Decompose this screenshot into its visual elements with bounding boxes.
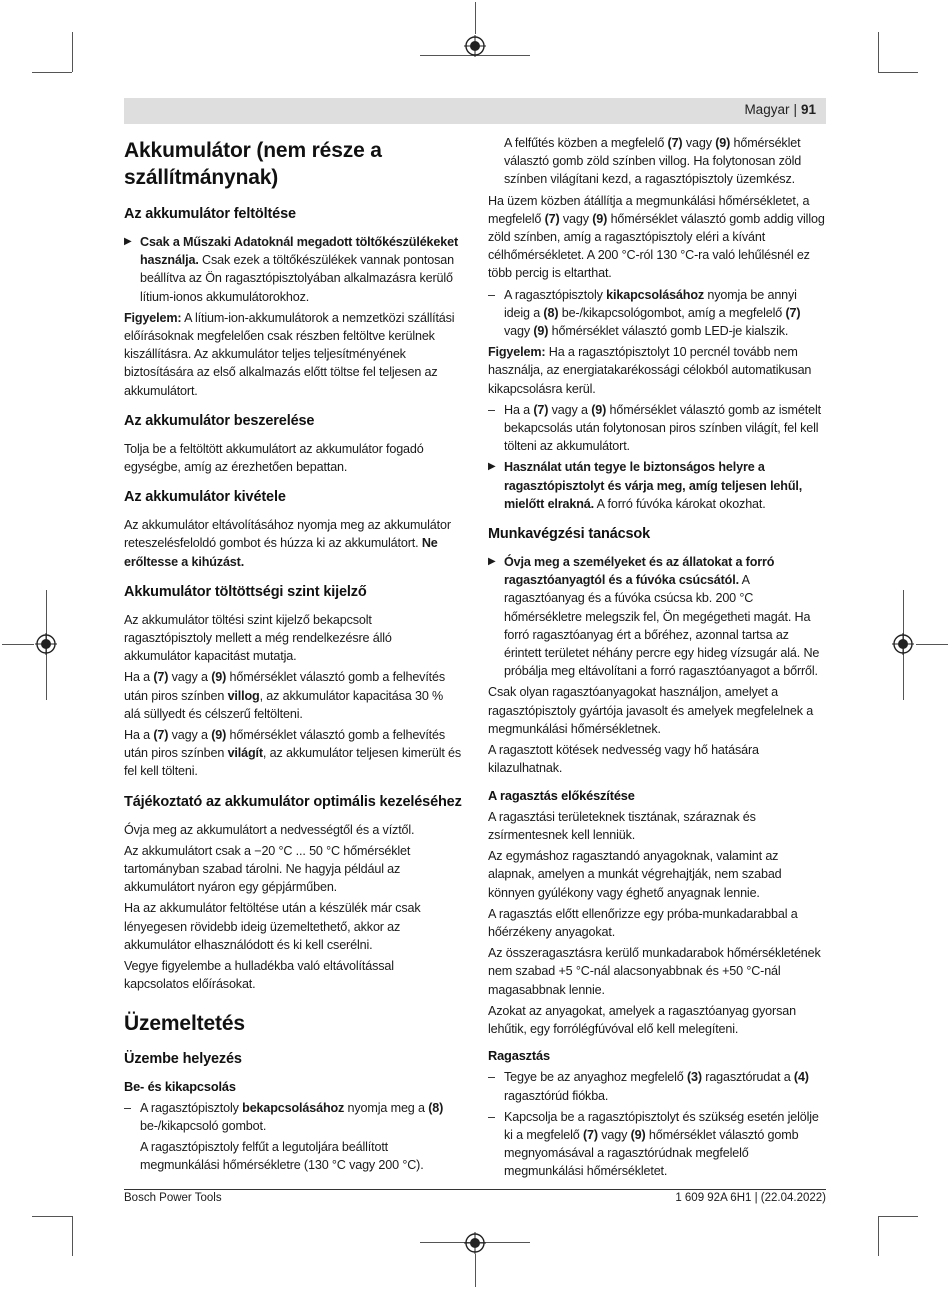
crop-mark (916, 644, 948, 645)
crop-mark (878, 32, 879, 72)
bullet-arrow-icon: ▶ (488, 461, 496, 473)
bullet-item: ▶ Csak a Műszaki Adatoknál megadott töltőkészülékeket használja. Csak ezek a töltőkészülékek vannak pontosan beállítva az Ön ragasztópisztolyában alkalmazásra kerülő lítium-ionos akkumulátorokhoz. (124, 235, 459, 304)
paragraph: Az akkumulátort csak a −20 °C ... 50 °C hőmérséklet tartományban szabad tárolni. Ne hagyja például az akkumulátort nyáron egy gépjárműben. (124, 843, 411, 895)
section-title-battery: Akkumulátor (nem része a szállítmánynak) (124, 139, 382, 189)
bullet-item: ▶ Óvja meg a személyeket és az állatokat a forró ragasztóanyagtól és a fúvóka csúcsától. A ragasztóanyag és a fúvóka csúcsa kb. 200 °C hőmérsékletre melegszik fel, Ön megégetheti magát. Ha forró ragasztóanyag ért a bőréhez, azonnal tartsa az érintett területet néhány percre egy hideg vízsugár alá. Ne próbálja meg eltávolítani a forró ragasztóanyagot a bőrről. (488, 555, 820, 679)
crop-mark (475, 2, 476, 34)
crop-mark (2, 644, 34, 645)
dash-item: – Ha a (7) vagy a (9) hőmérséklet választó gomb az ismételt bekapcsolás után folytonosan piros színben világít, fel kell tölteni az akkumulátort. (488, 402, 821, 454)
registration-mark-icon (35, 633, 57, 655)
dash-marker: – (488, 1070, 495, 1085)
paragraph: Vegye figyelembe a hulladékba való eltávolítással kapcsolatos előírásokat. (124, 959, 394, 992)
paragraph: Az egymáshoz ragasztandó anyagoknak, valamint az alapnak, amelyen a munkát végrehajtják, nem szabad könnyen gyúlékony vagy éghető anyagnak lennie. (488, 849, 782, 900)
paragraph: A ragasztási területeknek tisztának, száraznak és zsírmentesnek kell lenniük. (488, 809, 756, 842)
paragraph: Tolja be a feltöltött akkumulátort az akkumulátor fogadó egységbe, amíg az érezhetően bepattan. (124, 441, 424, 475)
paragraph: Ha a (7) vagy a (9) hőmérséklet választó gomb a felhevítés után piros színben világít, az akkumulátor teljesen kimerült és fel kell tölteni. (124, 728, 462, 779)
crop-mark (72, 1216, 73, 1256)
paragraph: Figyelem: Ha a ragasztópisztolyt 10 percnél tovább nem használja, az energiatakarékossági célokból automatikusan kikapcsolásra kerül. (488, 345, 812, 396)
section-title-operation: Üzemeltetés (124, 1011, 245, 1035)
footer-divider (124, 1189, 826, 1190)
subheading-on-off: Be- és kikapcsolás (124, 1078, 236, 1094)
heading-remove: Az akkumulátor kivétele (124, 489, 286, 506)
heading-insert: Az akkumulátor beszerelése (124, 412, 315, 429)
paragraph: Az összeragasztásra kerülő munkadarabok hőmérsékletének nem szabad +5 °C-nál alacsonyabbnak és +50 °C-nál magasabbnak lennie. (488, 946, 821, 997)
footer-brand: Bosch Power Tools (124, 1192, 222, 1204)
dash-item: – A ragasztópisztoly kikapcsolásához nyomja be annyi ideig a (8) be-/kikapcsológombot, amíg a megfelelő (7) vagy (9) hőmérséklet választó gomb LED-je kialszik. (488, 287, 801, 339)
heading-startup: Üzembe helyezés (124, 1050, 242, 1067)
right-column (488, 134, 826, 1184)
paragraph: Azokat az anyagokat, amelyek a ragasztóanyag gyorsan lehűtik, egy forrólégfúvóval elő kell melegíteni. (488, 1003, 796, 1036)
heading-charge-indicator: Akkumulátor töltöttségi szint kijelző (124, 583, 367, 600)
header-text: Magyar | 91 (744, 102, 816, 117)
paragraph: Ha üzem közben átállítja a megmunkálási hőmérsékletet, a megfelelő (7) vagy (9) hőmérséklet választó gomb addig villog zöld színben, amíg a ragasztópisztoly eléri a kívánt célhőmérsékletet. A 200 °C-ról 130 °C-ra való lehűlésnél ez több percig is eltarthat. (488, 193, 825, 281)
registration-mark-icon (464, 1232, 486, 1254)
paragraph: Csak olyan ragasztóanyagokat használjon, amelyet a ragasztópisztoly gyártója javasolt és amelyek megfelelnek a megmunkálási hőmérsékletnek. (488, 685, 814, 736)
registration-mark-icon (464, 35, 486, 57)
dash-marker: – (488, 287, 495, 302)
crop-mark (475, 1254, 476, 1287)
crop-mark (878, 1216, 918, 1217)
subheading-gluing: Ragasztás (488, 1048, 550, 1064)
paragraph: Ha a (7) vagy a (9) hőmérséklet választó gomb a felhevítés után piros színben villog, az akkumulátor kapacitása 30 % alá süllyedt és célszerű feltölteni. (124, 670, 446, 721)
crop-mark (878, 1216, 879, 1256)
subheading-gluing-prep: A ragasztás előkészítése (488, 787, 635, 803)
dash-item: – Kapcsolja be a ragasztópisztolyt és szükség esetén jelölje ki a megfelelő (7) vagy (9) hőmérséklet választó gomb megnyomásával a ragasztórúdnak megfelelő megmunkálási hőmérsékletet. (488, 1109, 819, 1179)
heading-work-tips: Munkavégzési tanácsok (488, 526, 651, 543)
paragraph: A ragasztott kötések nedvesség vagy hő hatására kilazulhatnak. (488, 743, 759, 776)
registration-mark-icon (892, 633, 914, 655)
paragraph: Ha az akkumulátor feltöltése után a készülék már csak lényegesen rövidebb ideig üzemeltethető, akkor az akkumulátor elhasználódott és ki kell cserélni. (124, 901, 421, 952)
bullet-arrow-icon: ▶ (124, 236, 132, 247)
page-number: 91 (800, 102, 816, 117)
dash-marker: – (488, 1109, 495, 1124)
bullet-arrow-icon: ▶ (488, 556, 496, 568)
paragraph: A ragasztás előtt ellenőrizze egy próba-munkadarabbal a hőérzékeny anyagokat. (488, 906, 798, 939)
paragraph: Az akkumulátor töltési szint kijelző bekapcsolt ragasztópisztoly mellett a még rendelkezésre álló akkumulátor kapacitást mutatja. (124, 612, 392, 664)
paragraph: Óvja meg az akkumulátort a nedvességtől és a víztől. (124, 822, 415, 837)
paragraph: Figyelem: A lítium-ion-akkumulátorok a nemzetközi szállítási előírásoknak megfelelően csak részben feltöltve kerülnek kiszállításra. Az akkumulátor teljes teljesítményének biztosítására az első alkalmazás előtt töltse fel teljesen az akkumulátort. (124, 310, 455, 398)
paragraph: Az akkumulátor eltávolításához nyomja meg az akkumulátor reteszelésfeloldó gombot és húzza ki az akkumulátort. Ne erőltesse a kihúzást. (124, 518, 451, 569)
crop-mark (32, 1216, 72, 1217)
paragraph: A ragasztópisztoly felfűt a legutoljára beállított megmunkálási hőmérsékletre (130 °C vagy 200 °C). (140, 1140, 424, 1173)
heading-charging: Az akkumulátor feltöltése (124, 206, 296, 222)
bullet-item: ▶ Használat után tegye le biztonságos helyre a ragasztópisztolyt és várja meg, amíg teljesen lehűl, mielőtt elrakná. A forró fúvóka károkat okozhat. (488, 460, 803, 511)
heading-battery-care: Tájékoztató az akkumulátor optimális kezeléséhez (124, 793, 462, 810)
crop-mark (32, 72, 72, 73)
paragraph: A felfűtés közben a megfelelő (7) vagy (9) hőmérséklet választó gomb zöld színben villog. Ha folytonosan zöld színben világítani kezd, a ragasztópisztoly üzemkész. (504, 136, 802, 187)
dash-marker: – (488, 402, 495, 417)
crop-mark (72, 32, 73, 72)
dash-item: – A ragasztópisztoly bekapcsolásához nyomja meg a (8) be-/kikapcsoló gombot. (124, 1100, 444, 1133)
dash-marker: – (124, 1100, 131, 1115)
page-header (124, 98, 826, 124)
dash-item: – Tegye be az anyaghoz megfelelő (3) ragasztórudat a (4) ragasztórúd fiókba. (488, 1070, 809, 1103)
footer-doc-id: 1 609 92A 6H1 | (22.04.2022) (675, 1192, 826, 1204)
crop-mark (878, 72, 918, 73)
header-language: Magyar (744, 102, 790, 117)
left-column (124, 134, 462, 1178)
